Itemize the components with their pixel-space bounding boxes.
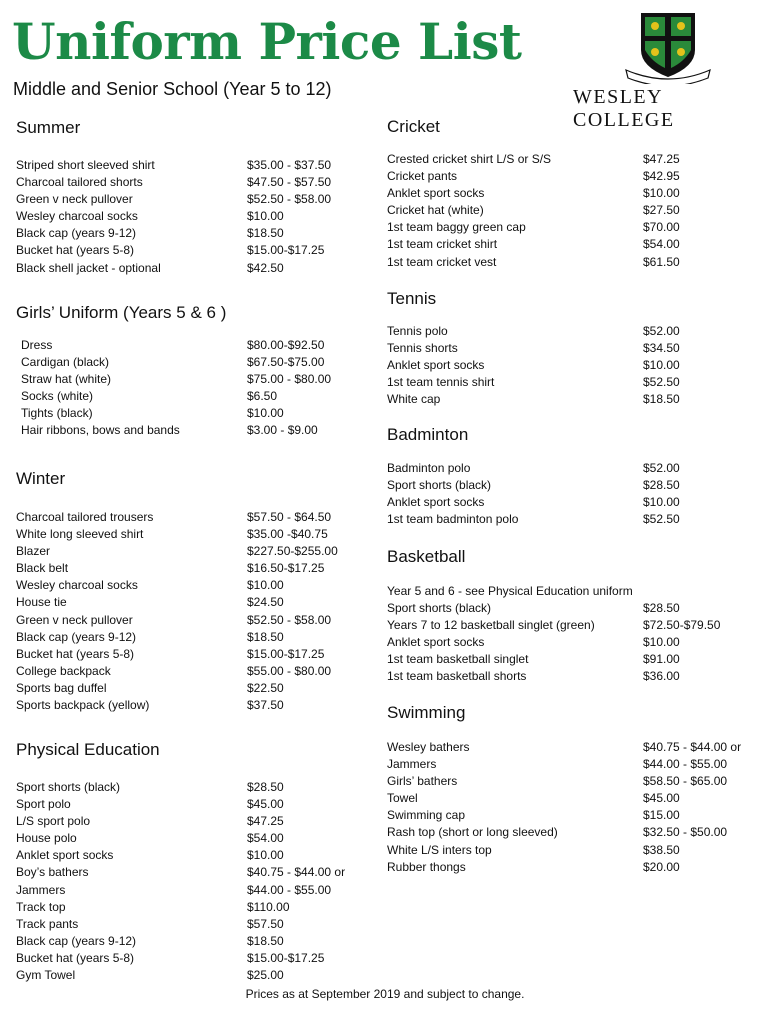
item-price: $34.50 bbox=[643, 341, 680, 356]
item-name: Track top bbox=[16, 899, 66, 914]
item-price: $52.50 - $58.00 bbox=[247, 612, 332, 627]
item-name: Bucket hat (years 5-8) bbox=[16, 243, 135, 258]
item-name: L/S sport polo bbox=[16, 814, 91, 829]
item-price: $54.00 bbox=[247, 831, 284, 846]
item-name: Boy’s bathers bbox=[16, 865, 89, 880]
item-price: $52.50 bbox=[643, 512, 680, 527]
item-price: $27.50 bbox=[643, 203, 680, 218]
item-price: $42.95 bbox=[643, 169, 680, 184]
item-price: $54.00 bbox=[643, 237, 680, 252]
item-price: $25.00 bbox=[247, 968, 284, 983]
item-price: $10.00 bbox=[247, 209, 284, 224]
item-name: Dress bbox=[21, 338, 53, 352]
item-name: Track pants bbox=[16, 916, 79, 931]
section-title-badminton: Badminton bbox=[387, 425, 469, 444]
college-name: WESLEY COLLEGE bbox=[573, 86, 675, 131]
item-price: $36.00 bbox=[643, 669, 680, 684]
item-price: $3.00 - $9.00 bbox=[247, 423, 318, 438]
item-name: Girls’ bathers bbox=[387, 774, 458, 789]
item-name: Wesley bathers bbox=[387, 740, 470, 754]
section-title-swimming: Swimming bbox=[387, 703, 466, 722]
item-price: $61.50 bbox=[643, 254, 680, 269]
item-name: 1st team basketball shorts bbox=[387, 669, 527, 684]
item-name: Jammers bbox=[16, 882, 66, 897]
item-name: Year 5 and 6 - see Physical Education uniform bbox=[387, 584, 633, 598]
item-price: $57.50 bbox=[247, 916, 284, 931]
item-price: $80.00-$92.50 bbox=[247, 338, 325, 352]
item-price: $52.00 bbox=[643, 324, 680, 338]
item-price: $32.50 - $50.00 bbox=[643, 825, 728, 840]
item-price: $16.50-$17.25 bbox=[247, 561, 325, 576]
item-price: $40.75 - $44.00 or bbox=[247, 865, 346, 880]
item-price: $67.50-$75.00 bbox=[247, 355, 325, 370]
item-name: Charcoal tailored shorts bbox=[16, 175, 143, 190]
item-name: Wesley charcoal socks bbox=[16, 209, 138, 224]
item-name: Tights (black) bbox=[21, 406, 93, 421]
item-price: $47.25 bbox=[643, 152, 680, 166]
section-title-summer: Summer bbox=[16, 118, 81, 137]
item-name: Tennis shorts bbox=[387, 341, 458, 356]
item-name: Badminton polo bbox=[387, 461, 471, 475]
item-price: $45.00 bbox=[643, 791, 680, 806]
item-name: 1st team badminton polo bbox=[387, 512, 519, 527]
item-name: Black shell jacket - optional bbox=[16, 260, 161, 275]
item-name: Rash top (short or long sleeved) bbox=[387, 825, 558, 840]
item-price: $10.00 bbox=[247, 578, 284, 593]
item-price: $91.00 bbox=[643, 652, 680, 667]
item-name: House tie bbox=[16, 595, 67, 610]
item-name: Crested cricket shirt L/S or S/S bbox=[387, 152, 552, 166]
item-name: White cap bbox=[387, 392, 441, 407]
item-price: $18.50 bbox=[247, 226, 284, 241]
item-name: Anklet sport socks bbox=[387, 495, 485, 510]
section-title-pe: Physical Education bbox=[16, 740, 160, 759]
item-price: $44.00 - $55.00 bbox=[643, 757, 728, 772]
item-name: Gym Towel bbox=[16, 968, 76, 983]
item-price: $15.00-$17.25 bbox=[247, 950, 325, 965]
item-price: $37.50 bbox=[247, 698, 284, 713]
item-price: $10.00 bbox=[643, 186, 680, 201]
item-name: Bucket hat (years 5-8) bbox=[16, 646, 135, 661]
item-name: Cricket pants bbox=[387, 169, 458, 184]
item-name: Cricket hat (white) bbox=[387, 203, 484, 218]
item-price: $15.00 bbox=[643, 808, 680, 823]
item-name: Tennis polo bbox=[387, 324, 448, 338]
college-crest-icon bbox=[622, 10, 714, 84]
footer-note: Prices as at September 2019 and subject to change. bbox=[245, 987, 525, 1001]
item-name: Sport shorts (black) bbox=[387, 601, 492, 616]
item-name: College backpack bbox=[16, 663, 111, 678]
item-name: Black cap (years 9-12) bbox=[16, 226, 137, 241]
item-price: $58.50 - $65.00 bbox=[643, 774, 728, 789]
item-name: 1st team baggy green cap bbox=[387, 220, 526, 235]
item-name: Sports backpack (yellow) bbox=[16, 698, 150, 713]
item-price: $28.50 bbox=[643, 478, 680, 493]
item-name: Towel bbox=[387, 791, 418, 806]
item-name: Rubber thongs bbox=[387, 859, 466, 874]
item-name: Sport shorts (black) bbox=[16, 780, 121, 794]
item-price: $6.50 bbox=[247, 389, 278, 404]
item-name: Anklet sport socks bbox=[16, 848, 114, 863]
item-name: Black cap (years 9-12) bbox=[16, 933, 137, 948]
item-price: $28.50 bbox=[247, 780, 284, 794]
item-price: $44.00 - $55.00 bbox=[247, 882, 332, 897]
item-price: $18.50 bbox=[643, 392, 680, 407]
item-price: $75.00 - $80.00 bbox=[247, 372, 332, 387]
item-price: $52.50 - $58.00 bbox=[247, 192, 332, 207]
section-title-girls: Girls’ Uniform (Years 5 & 6 ) bbox=[16, 303, 227, 322]
item-name: Years 7 to 12 basketball singlet (green) bbox=[387, 618, 595, 633]
item-name: Sports bag duffel bbox=[16, 680, 107, 695]
item-price: $52.50 bbox=[643, 375, 680, 390]
section-title-winter: Winter bbox=[16, 469, 66, 488]
item-name: White L/S inters top bbox=[387, 842, 492, 857]
item-price: $18.50 bbox=[247, 933, 284, 948]
item-name: 1st team basketball singlet bbox=[387, 652, 529, 667]
page-subtitle: Middle and Senior School (Year 5 to 12) bbox=[13, 79, 332, 99]
page-title: Uniform Price List bbox=[12, 12, 522, 71]
item-price: $15.00-$17.25 bbox=[247, 646, 325, 661]
item-name: Blazer bbox=[16, 544, 51, 559]
item-name: Bucket hat (years 5-8) bbox=[16, 950, 135, 965]
item-price: $110.00 bbox=[247, 899, 290, 914]
item-price: $38.50 bbox=[643, 842, 680, 857]
item-name: Black cap (years 9-12) bbox=[16, 629, 137, 644]
item-price: $10.00 bbox=[247, 848, 284, 863]
item-name: Sport polo bbox=[16, 797, 71, 812]
item-price: $15.00-$17.25 bbox=[247, 243, 325, 258]
item-name: Green v neck pullover bbox=[16, 612, 133, 627]
item-price: $10.00 bbox=[247, 406, 284, 421]
item-price: $57.50 - $64.50 bbox=[247, 510, 332, 524]
item-price: $10.00 bbox=[643, 495, 680, 510]
item-name: Charcoal tailored trousers bbox=[16, 510, 154, 524]
section-title-tennis: Tennis bbox=[387, 289, 437, 308]
item-price: $227.50-$255.00 bbox=[247, 544, 338, 559]
item-name: Anklet sport socks bbox=[387, 358, 485, 373]
item-name: Green v neck pullover bbox=[16, 192, 133, 207]
item-price: $35.00 -$40.75 bbox=[247, 527, 328, 542]
section-title-basketball: Basketball bbox=[387, 547, 466, 566]
item-name: Jammers bbox=[387, 757, 437, 772]
item-price: $22.50 bbox=[247, 680, 284, 695]
item-price: $55.00 - $80.00 bbox=[247, 663, 332, 678]
item-price: $52.00 bbox=[643, 461, 680, 475]
item-price: $28.50 bbox=[643, 601, 680, 616]
item-price: $70.00 bbox=[643, 220, 680, 235]
item-name: Anklet sport socks bbox=[387, 635, 485, 650]
item-name: Sport shorts (black) bbox=[387, 478, 492, 493]
item-name: Striped short sleeved shirt bbox=[16, 158, 155, 172]
item-name: Anklet sport socks bbox=[387, 186, 485, 201]
item-name: Straw hat (white) bbox=[21, 372, 112, 387]
item-price: $47.50 - $57.50 bbox=[247, 175, 332, 190]
item-price: $24.50 bbox=[247, 595, 284, 610]
item-name: White long sleeved shirt bbox=[16, 527, 144, 542]
item-name: House polo bbox=[16, 831, 77, 846]
item-price: $10.00 bbox=[643, 358, 680, 373]
item-name: Swimming cap bbox=[387, 808, 466, 823]
item-name: Wesley charcoal socks bbox=[16, 578, 138, 593]
item-name: 1st team cricket shirt bbox=[387, 237, 498, 252]
item-price: $18.50 bbox=[247, 629, 284, 644]
item-price: $20.00 bbox=[643, 859, 680, 874]
item-price: $10.00 bbox=[643, 635, 680, 650]
item-price: $42.50 bbox=[247, 260, 284, 275]
item-price: $40.75 - $44.00 or bbox=[643, 740, 742, 754]
item-price: $35.00 - $37.50 bbox=[247, 158, 332, 172]
item-name: Black belt bbox=[16, 561, 69, 576]
item-name: 1st team cricket vest bbox=[387, 254, 497, 269]
item-name: 1st team tennis shirt bbox=[387, 375, 495, 390]
item-name: Cardigan (black) bbox=[21, 355, 110, 370]
item-name: Hair ribbons, bows and bands bbox=[21, 423, 180, 438]
section-title-cricket: Cricket bbox=[387, 117, 440, 136]
item-price: $72.50-$79.50 bbox=[643, 618, 721, 633]
item-price: $47.25 bbox=[247, 814, 284, 829]
item-name: Socks (white) bbox=[21, 389, 94, 404]
item-price: $45.00 bbox=[247, 797, 284, 812]
